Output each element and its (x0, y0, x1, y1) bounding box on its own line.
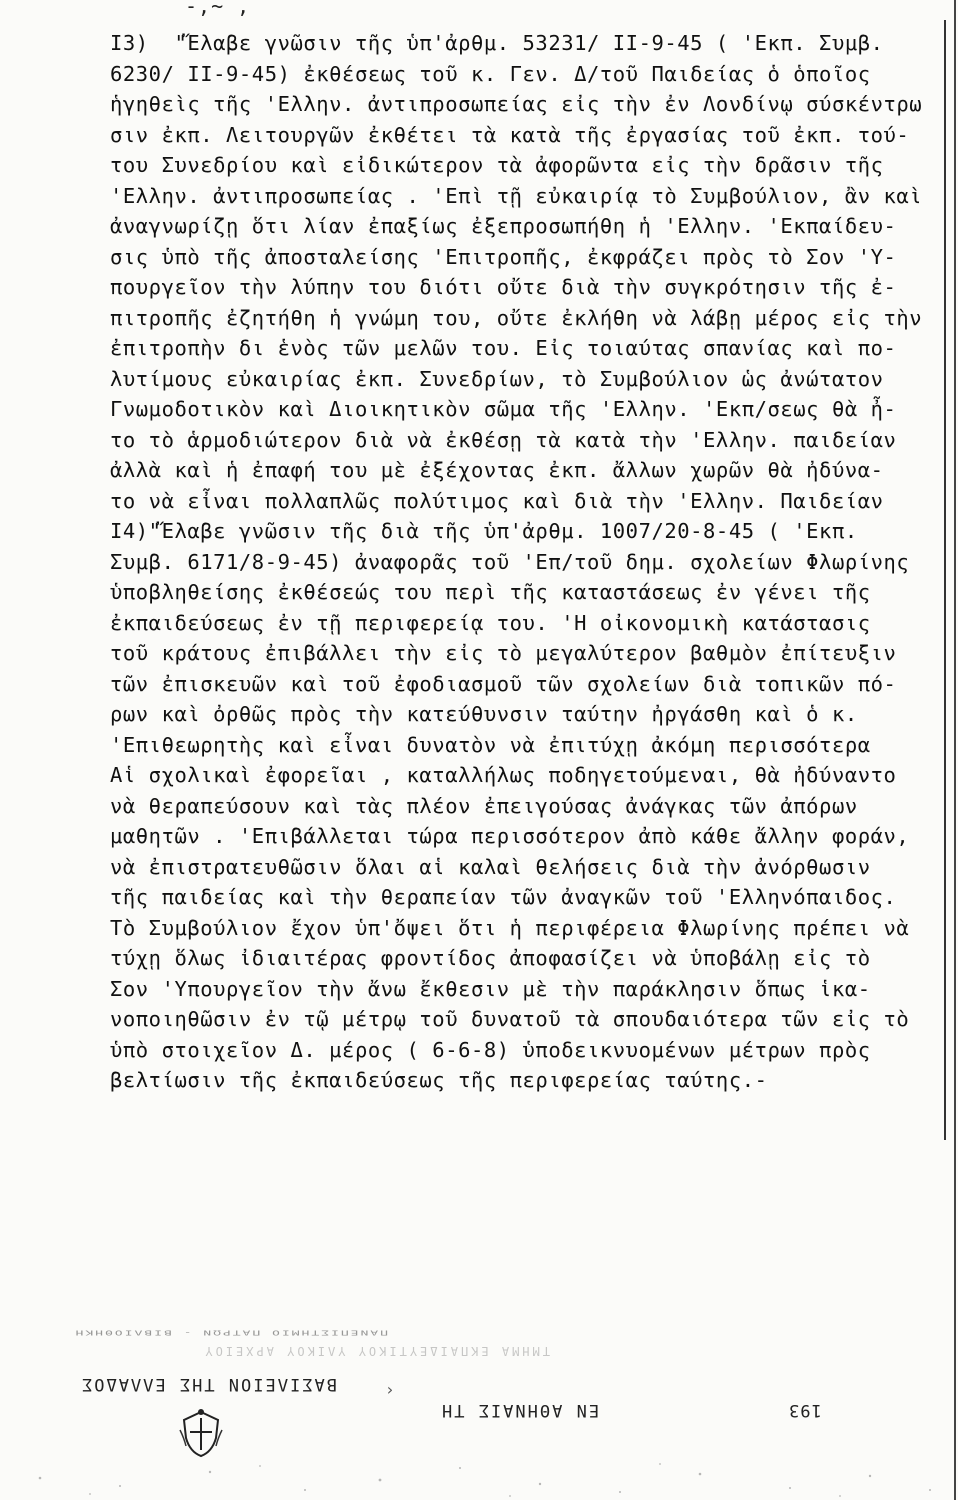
paper-noise (0, 1460, 958, 1500)
text-line: I3) "Ἔλαβε γνῶσιν τῆς ὑπ'ἀρθμ. 53231/ II-9-45 ( 'Εκπ. Συμβ. (110, 31, 884, 55)
text-line: τῶν ἐπισκευῶν καὶ τοῦ ἐφοδιασμοῦ τῶν σχολείων διὰ τοπικῶν πό- (110, 671, 897, 696)
text-line: νοποιηθῶσιν ἐν τῷ μέτρῳ τοῦ δυνατοῦ τὰ σπουδαιότερα τῶν εἰς τὸ (110, 1007, 910, 1031)
text-line: 'Επιθεωρητὴς καὶ εἶναι δυνατὸν νὰ ἐπιτύχῃ ἀκόμη περισσότερα (110, 732, 871, 757)
text-line: Αἱ σχολικαὶ ἐφορεῖαι , καταλλήλως ποδηγετούμεναι, θὰ ἠδύναντο (110, 763, 897, 787)
text-line: Τὸ Συμβούλιον ἔχον ὑπ'ὄψει ὅτι ἡ περιφέρεια Φλωρίνης πρέπει νὰ (110, 915, 910, 940)
text-line: ἡγηθεὶς τῆς 'Ελλην. ἀντιπροσωπείας εἰς τὴν ἐν Λονδίνῳ σύσκέντρω (110, 92, 923, 116)
text-line: τύχῃ ὅλως ἰδιαιτέρας φροντίδος ἀποφασίζει νὰ ὑποβάλῃ εἰς τὸ (110, 946, 871, 970)
page-edge-line (944, 20, 950, 1140)
text-line: ἀναγνωρίζῃ ὅτι λίαν ἐπαξίως ἐξεπροσωπήθη ἡ 'Ελλην. 'Εκπαίδευ- (110, 214, 897, 238)
text-line: τῆς παιδείας καὶ τὴν θεραπείαν τῶν ἀναγκῶν τοῦ 'Ελληνόπαιδος. (110, 885, 897, 909)
text-line: το νὰ εἶναι πολλαπλῶς πολύτιμος καὶ διὰ τὴν 'Ελλην. Παιδείαν (110, 488, 884, 513)
text-line: πουργεῖον τὴν λύπην του διότι οὔτε διὰ τὴν συγκρότησιν τῆς ἐ- (110, 275, 897, 299)
text-line: σιν ἐκπ. Λειτουργῶν ἐκθέτει τὰ κατὰ τῆς ἐργασίας τοῦ ἐκπ. τού- (110, 122, 910, 147)
letterhead-place-text: ΕΝ ΑΘΗΝΑΙΣ ΤΗ (440, 1400, 600, 1420)
page-number: 193 (788, 1400, 822, 1420)
page-border (954, 0, 956, 1500)
typewritten-text-block (110, 28, 940, 1096)
text-line: Σον 'Υπουργεῖον τὴν ἄνω ἔκθεσιν μὲ τὴν παράκλησιν ὅπως ἱκα- (110, 976, 871, 1001)
text-line: λυτίμους εὐκαιρίας ἐκπ. Συνεδρίων, τὸ Συμβούλιον ὡς ἀνώτατον (110, 366, 884, 391)
small-mark: › (385, 1380, 395, 1399)
text-line: σις ὑπὸ τῆς ἀποσταλείσης 'Επιτροπῆς, ἐκφράζει πρὸς τὸ Σον 'Υ- (110, 244, 897, 269)
faded-stamp-text: ΠΑΝΕΠΙΣΤΗΜΙΟ ΠΑΤΡΩΝ - ΒΙΒΛΙΟΘΗΚΗ (73, 1328, 388, 1337)
text-line: 6230/ II-9-45) ἐκθέσεως τοῦ κ. Γεν. Δ/τοῦ Παιδείας ὁ ὁποῖος (110, 61, 871, 86)
text-line: ἐκπαιδεύσεως ἐν τῇ περιφερείᾳ του. 'Η οἰκονομικὴ κατάστασις (110, 610, 871, 635)
text-line: βελτίωσιν τῆς ἐκπαιδεύσεως τῆς περιφερείας ταύτης.- (110, 1068, 768, 1092)
letterhead-kingdom-text: ΒΑΣΙΛΕΙΟΝ ΤΗΣ ΕΛΛΑΔΟΣ (80, 1374, 337, 1394)
text-line: νὰ ἐπιστρατευθῶσιν ὅλαι αἱ καλαὶ θελήσεις διὰ τὴν ἀνόρθωσιν (110, 854, 871, 879)
text-line: Συμβ. 6171/8-9-45) ἀναφορᾶς τοῦ 'Επ/τοῦ δημ. σχολείων Φλωρίνης (110, 549, 910, 574)
text-line: ὑποβληθείσης ἐκθέσεώς του περὶ τῆς καταστάσεως ἐν γένει τῆς (110, 580, 871, 604)
top-fragment-text: -,~ , (185, 0, 251, 18)
text-line: του Συνεδρίου καὶ εἰδικώτερον τὰ ἀφορῶντα εἰς τὴν δρᾶσιν τῆς (110, 153, 884, 177)
text-line: μαθητῶν . 'Επιβάλλεται τώρα περισσότερον ἀπὸ κάθε ἄλλην φοράν, (110, 824, 910, 848)
text-line: τοῦ κράτους ἐπιβάλλει τὴν εἰς τὸ μεγαλύτερον βαθμὸν ἐπίτευξιν (110, 641, 897, 665)
text-line: πιτροπῆς ἐζητήθη ἡ γνώμη του, οὔτε ἐκλήθη νὰ λάβῃ μέρος εἰς τὴν (110, 305, 923, 330)
faded-stamp-text-2: ΤΜΗΜΑ ΕΚΠΑΙΔΕΥΤΙΚΟΥ ΥΛΙΚΟΥ ΑΡΧΕΙΟΥ (202, 1344, 550, 1358)
text-line: ὑπὸ στοιχεῖον Δ. μέρος ( 6-6-8) ὑποδεικνυομένων μέτρων πρὸς (110, 1037, 871, 1062)
text-line: ἀλλὰ καὶ ἡ ἐπαφή του μὲ ἐξέχοντας ἐκπ. ἄλλων χωρῶν θὰ ἠδύνα- (110, 458, 884, 482)
text-line: 'Ελλην. ἀντιπροσωπείας . 'Επὶ τῇ εὐκαιρίᾳ τὸ Συμβούλιον, ἂν καὶ (110, 183, 923, 208)
text-line: νὰ θεραπεύσουν καὶ τὰς πλέον ἐπειγούσας ἀνάγκας τῶν ἀπόρων (110, 793, 858, 818)
text-line: I4)"Ἔλαβε γνῶσιν τῆς διὰ τῆς ὑπ'ἀρθμ. 1007/20-8-45 ( 'Εκπ. (110, 519, 858, 543)
text-line: Γνωμοδοτικὸν καὶ Διοικητικὸν σῶμα τῆς 'Ελλην. 'Εκπ/σεως θὰ ἦ- (110, 397, 897, 421)
text-line: ἐπιτροπὴν δι ἑνὸς τῶν μελῶν του. Εἰς τοιαύτας σπανίας καὶ πο- (110, 336, 897, 360)
coat-of-arms-seal-icon (178, 1408, 224, 1464)
text-line: το τὸ ἁρμοδιώτερον διὰ νὰ ἐκθέσῃ τὰ κατὰ τὴν 'Ελλην. παιδείαν (110, 427, 897, 452)
text-line: ρων καὶ ὀρθῶς πρὸς τὴν κατεύθυνσιν ταύτην ἠργάσθη καὶ ὁ κ. (110, 702, 858, 726)
